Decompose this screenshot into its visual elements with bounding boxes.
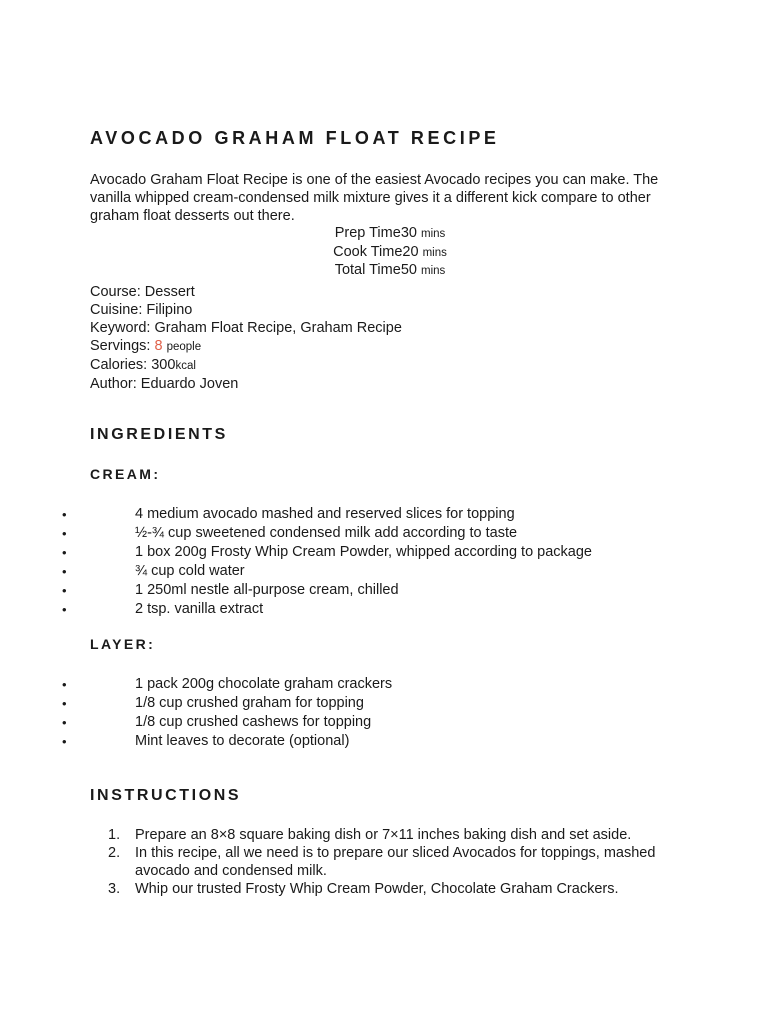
step-text: Prepare an 8×8 square baking dish or 7×11 inches baking dish and set aside.: [135, 827, 632, 843]
step-text: Whip our trusted Frosty Whip Cream Powder, Chocolate Graham Crackers.: [135, 881, 619, 897]
cream-item: 1 250ml nestle all-purpose cream, chilled: [135, 582, 399, 598]
ingredients-heading: INGREDIENTS: [90, 426, 228, 443]
instructions-list: [108, 826, 688, 898]
meta-servings: [90, 337, 402, 356]
servings-label: Servings:: [90, 338, 155, 354]
list-item: [108, 844, 688, 880]
layer-item: 1 pack 200g chocolate graham crackers: [135, 676, 393, 692]
meta-calories: [90, 356, 402, 375]
cook-time-label: Cook Time: [333, 243, 403, 260]
total-time-label: Total Time: [334, 262, 401, 278]
bullet-icon: •: [62, 677, 67, 692]
servings-value[interactable]: 8: [154, 338, 163, 354]
list-item: [108, 826, 688, 844]
bullet-icon: •: [62, 564, 67, 579]
layer-heading: LAYER:: [90, 636, 156, 652]
prep-time-label: Prep Time: [334, 225, 401, 241]
recipe-intro: Avocado Graham Float Recipe is one of the easiest Avocado recipes you can make. The vanilla whipped cream-condensed milk mixture gives it a different kick compare to other graham float desserts out there.: [90, 172, 659, 224]
recipe-times: [90, 225, 690, 281]
list-item: [108, 880, 688, 898]
recipe-meta: [90, 283, 402, 393]
total-time-value: 50: [400, 262, 417, 278]
bullet-icon: •: [62, 715, 67, 730]
cook-time-unit: mins: [422, 246, 447, 259]
prep-time-row: [90, 225, 690, 244]
step-number: 1.: [108, 827, 121, 843]
prep-time-unit: mins: [420, 228, 446, 240]
bullet-icon: •: [62, 583, 67, 598]
cream-heading: CREAM:: [90, 466, 161, 482]
prep-time-value: 30: [400, 225, 417, 241]
bullet-icon: •: [62, 602, 67, 617]
calories-label: Calories: 300: [90, 357, 176, 373]
step-number: 3.: [108, 881, 121, 897]
cream-item: 2 tsp. vanilla extract: [135, 601, 264, 617]
cream-item: ¾ cup cold water: [135, 563, 245, 579]
cook-time-row: [90, 244, 690, 263]
meta-keyword: Keyword: Graham Float Recipe, Graham Recipe: [90, 320, 402, 336]
cream-item: 4 medium avocado mashed and reserved slices for topping: [135, 506, 515, 522]
servings-unit: people: [166, 341, 202, 353]
layer-item: Mint leaves to decorate (optional): [135, 733, 350, 749]
bullet-icon: •: [62, 734, 67, 749]
layer-item: 1/8 cup crushed cashews for topping: [135, 714, 372, 730]
meta-course: Course: Dessert: [90, 284, 195, 300]
cream-item: ½-¾ cup sweetened condensed milk add according to taste: [135, 525, 518, 541]
step-text: In this recipe, all we need is to prepare our sliced Avocados for toppings, mashed avocado and condensed milk.: [135, 845, 656, 879]
layer-item: 1/8 cup crushed graham for topping: [135, 695, 364, 711]
bullet-icon: •: [62, 696, 67, 711]
recipe-title: AVOCADO GRAHAM FLOAT RECIPE: [90, 128, 500, 148]
cream-item: 1 box 200g Frosty Whip Cream Powder, whipped according to package: [135, 544, 592, 560]
meta-author: Author: Eduardo Joven: [90, 376, 239, 392]
total-time-unit: mins: [420, 265, 446, 277]
cook-time-value: 20: [402, 243, 419, 260]
step-number: 2.: [108, 845, 121, 861]
bullet-icon: •: [62, 545, 67, 560]
calories-unit: kcal: [175, 360, 196, 372]
total-time-row: [90, 262, 690, 281]
bullet-icon: •: [62, 526, 67, 541]
instructions-heading: INSTRUCTIONS: [90, 787, 242, 804]
meta-cuisine: Cuisine: Filipino: [90, 302, 193, 318]
bullet-icon: •: [62, 507, 67, 522]
